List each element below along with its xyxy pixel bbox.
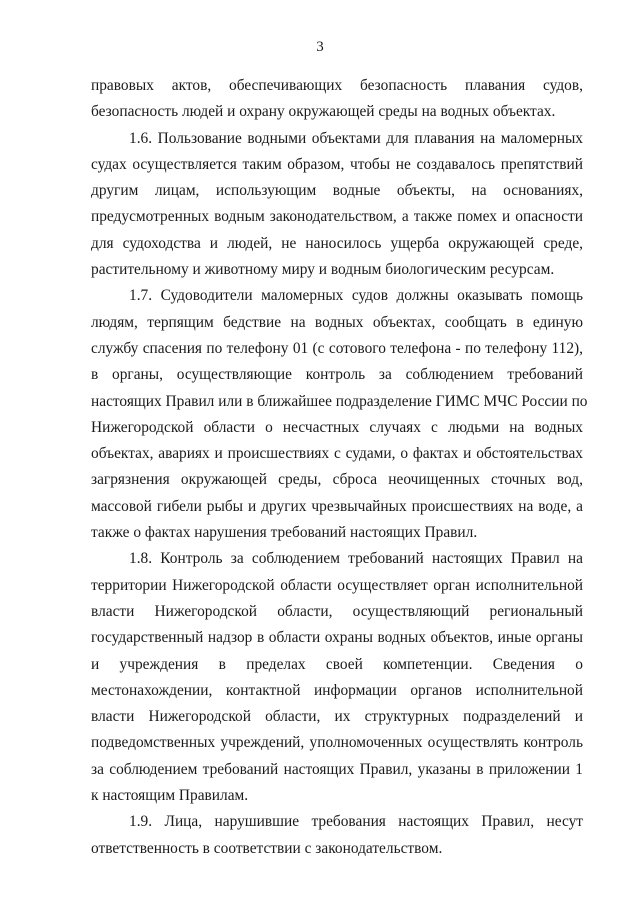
text-line: местонахождении, контактной информации органов исполнительной [91, 681, 583, 699]
paragraph-1-7 [91, 283, 588, 546]
text-line: Нижегородской области о несчастных случаях с людьми на водных [91, 418, 583, 436]
text-line: объектах, авариях и происшествиях с судами, о фактах и обстоятельствах [91, 445, 583, 463]
paragraph-continuation [91, 73, 583, 126]
text-line: также о фактах нарушения требований настоящих Правил. [91, 524, 478, 542]
text-line: власти Нижегородской области, осуществляющий региональный [91, 602, 583, 620]
text-line: к настоящим Правилам. [91, 787, 249, 805]
text-line: в органы, осуществляющие контроль за соблюдением требований [91, 366, 583, 384]
text-line: 1.9. Лица, нарушившие требования настоящих Правил, несут [129, 813, 583, 831]
paragraph-1-6 [91, 126, 583, 284]
text-line: правовых актов, обеспечивающих безопасность плавания судов, [91, 77, 583, 94]
text-line: для судоходства и людей, не наносилось ущерба окружающей среде, [91, 234, 583, 252]
text-line: массовой гибели рыбы и других чрезвычайных происшествиях на воде, а [91, 497, 583, 515]
text-line: и учреждения в пределах своей компетенции. Сведения о [91, 655, 583, 673]
text-line: службу спасения по телефону 01 (с сотового телефона - по телефону 112), [91, 339, 583, 357]
text-line: ответственность в соответствии с законодательством. [91, 839, 443, 857]
text-line: подведомственных учреждений, уполномоченных осуществлять контроль [91, 734, 583, 752]
text-line: государственный надзор в области охраны водных объектов, иные органы [91, 629, 583, 647]
paragraph-1-9 [91, 809, 583, 862]
text-line: за соблюдением требований настоящих Правил, указаны в приложении 1 [91, 760, 583, 778]
text-line: 1.7. Судоводители маломерных судов должны оказывать помощь [129, 287, 583, 305]
text-line: 1.8. Контроль за соблюдением требований настоящих Правил на [129, 550, 583, 568]
text-line: территории Нижегородской области осуществляет орган исполнительной [91, 576, 583, 594]
text-line: предусмотренных водным законодательством, а также помех и опасности [91, 208, 583, 226]
page-number: 3 [316, 39, 324, 55]
text-line: 1.6. Пользование водными объектами для плавания на маломерных [129, 129, 583, 147]
text-line: настоящих Правил или в ближайшее подразделение ГИМС МЧС России по [91, 392, 588, 410]
text-line: людям, терпящим бедствие на водных объектах, сообщать в единую [91, 313, 583, 331]
document-body [91, 73, 588, 862]
paragraph-1-8 [91, 546, 583, 809]
text-line: судах осуществляется таким образом, чтобы не создавалось препятствий [91, 155, 583, 173]
text-line: власти Нижегородской области, их структурных подразделений и [91, 708, 583, 726]
text-line: загрязнения окружающей среды, сброса неочищенных сточных вод, [91, 471, 583, 489]
text-line: безопасность людей и охрану окружающей среды на водных объектах. [91, 103, 556, 121]
text-line: растительному и животному миру и водным биологическим ресурсам. [91, 261, 555, 279]
text-line: другим лицам, использующим водные объекты, на основаниях, [91, 182, 583, 200]
